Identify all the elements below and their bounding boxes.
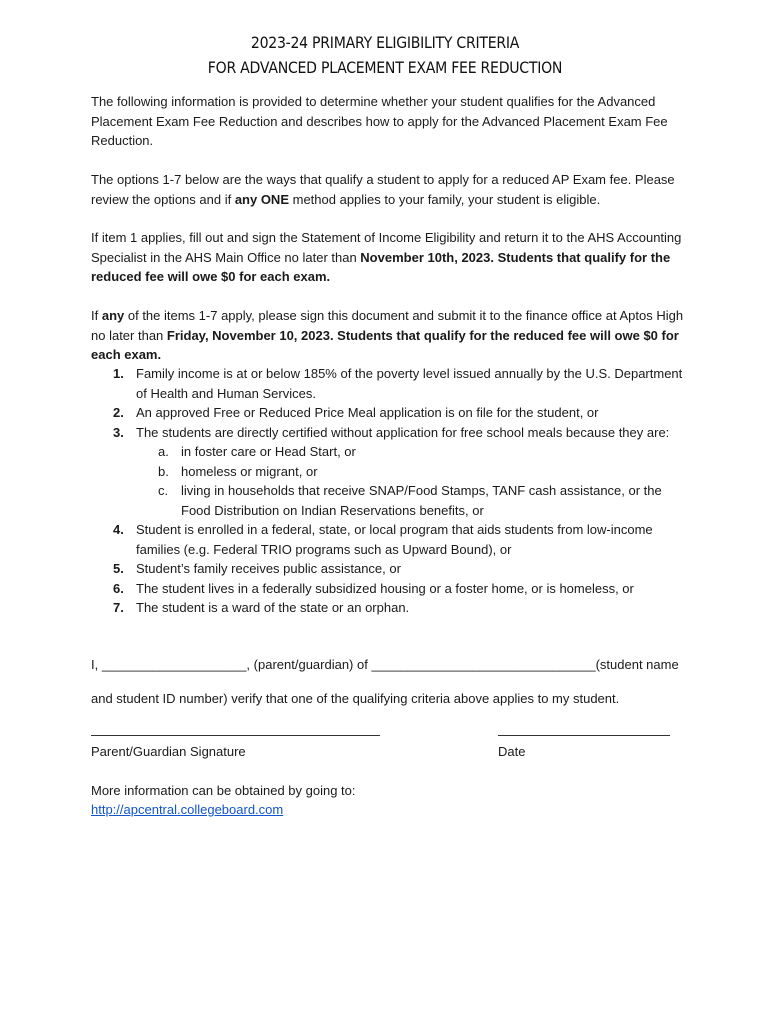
criteria-text: Student is enrolled in a federal, state, or local program that aids students from low-income families (e.g. Federal TRIO programs such as Upward Bound), or bbox=[136, 522, 653, 557]
criteria-number: 1. bbox=[113, 366, 124, 381]
sub-criteria-letter: b. bbox=[158, 463, 169, 479]
criteria-number: 3. bbox=[113, 424, 124, 440]
item1-deadline: November 10th, 2023. Students that qualify for the reduced fee will owe $0 for each exam. bbox=[91, 249, 671, 284]
document-title-line-2: FOR ADVANCED PLACEMENT EXAM FEE REDUCTION bbox=[207, 58, 563, 77]
criteria-text: The student is a ward of the state or an orphan. bbox=[136, 600, 410, 615]
criteria-text: Family income is at or below 185% of the poverty level issued annually by the U.S. Department of Health and Human Services. bbox=[136, 366, 683, 401]
criteria-item bbox=[91, 364, 691, 403]
submission-emphasis-any: any bbox=[101, 308, 125, 323]
submission-text-2: of the items 1-7 apply, please sign this document and submit it to the finance office at Aptos High no later than bbox=[91, 308, 684, 343]
criteria-number: 6. bbox=[113, 580, 124, 596]
options-emphasis: any ONE bbox=[234, 191, 289, 207]
options-paragraph bbox=[91, 170, 691, 209]
attestation-line-2: and student ID number) verify that one of the qualifying criteria above applies to my student. bbox=[91, 691, 620, 706]
date-label: Date bbox=[498, 744, 526, 759]
sub-criteria-text: living in households that receive SNAP/Food Stamps, TANF cash assistance, or the Food Distribution on Indian Reservations benefits, or bbox=[181, 483, 662, 518]
criteria-item bbox=[91, 520, 691, 559]
more-info-link-wrap bbox=[91, 800, 283, 820]
document-title-line-1: 2023-24 PRIMARY ELIGIBILITY CRITERIA bbox=[250, 33, 520, 52]
collegeboard-link[interactable]: http://apcentral.collegeboard.com bbox=[91, 802, 284, 817]
criteria-text: The student lives in a federally subsidized housing or a foster home, or is homeless, or bbox=[136, 580, 634, 596]
sub-criteria-letter: a. bbox=[158, 444, 169, 459]
options-text-2: method applies to your family, your student is eligible. bbox=[289, 191, 601, 207]
options-text-1: The options 1-7 below are the ways that qualify a student to apply for a reduced AP Exam fee. Please review the options and if bbox=[91, 172, 675, 207]
criteria-number: 4. bbox=[113, 522, 124, 537]
criteria-number: 5. bbox=[113, 561, 124, 576]
sub-criteria-item bbox=[136, 442, 691, 462]
submission-deadline: Friday, November 10, 2023. Students that qualify for the reduced fee will owe $0 for each exam. bbox=[91, 327, 679, 362]
attestation-line-1: I, ____________________, (parent/guardian) of _______________________________(student name bbox=[91, 657, 679, 672]
parent-signature-line[interactable] bbox=[91, 735, 380, 736]
sub-criteria-text: in foster care or Head Start, or bbox=[181, 444, 356, 459]
item1-text: If item 1 applies, fill out and sign the Statement of Income Eligibility and return it to the AHS Accounting Specialist in the AHS Main Office no later than bbox=[91, 230, 682, 265]
sub-criteria-letter: c. bbox=[158, 483, 169, 498]
submission-text-1: If bbox=[91, 308, 102, 323]
sub-criteria-text: homeless or migrant, or bbox=[181, 463, 318, 479]
criteria-list bbox=[91, 364, 691, 618]
criteria-text: An approved Free or Reduced Price Meal application is on file for the student, or bbox=[136, 405, 599, 420]
criteria-text: The students are directly certified without application for free school meals because they are: bbox=[136, 424, 670, 440]
criteria-item bbox=[91, 579, 691, 599]
sub-criteria-item bbox=[136, 481, 691, 520]
submission-paragraph bbox=[91, 306, 691, 365]
criteria-number: 7. bbox=[113, 600, 124, 615]
sub-criteria-list bbox=[136, 442, 691, 520]
criteria-number: 2. bbox=[113, 405, 124, 420]
criteria-item bbox=[91, 423, 691, 521]
more-info-text: More information can be obtained by going to: bbox=[91, 783, 356, 798]
date-signature-line[interactable] bbox=[498, 735, 670, 736]
parent-signature-label: Parent/Guardian Signature bbox=[91, 744, 246, 759]
item1-paragraph bbox=[91, 228, 691, 287]
criteria-text: Student’s family receives public assistance, or bbox=[136, 561, 401, 576]
sub-criteria-item bbox=[136, 462, 691, 482]
criteria-item bbox=[91, 598, 691, 618]
criteria-item bbox=[91, 403, 691, 423]
intro-paragraph: The following information is provided to determine whether your student qualifies for the Advanced Placement Exam Fee Reduction and describes how to apply for the Advanced Placement Exam Fee Reduction. bbox=[91, 94, 668, 148]
criteria-item bbox=[91, 559, 691, 579]
